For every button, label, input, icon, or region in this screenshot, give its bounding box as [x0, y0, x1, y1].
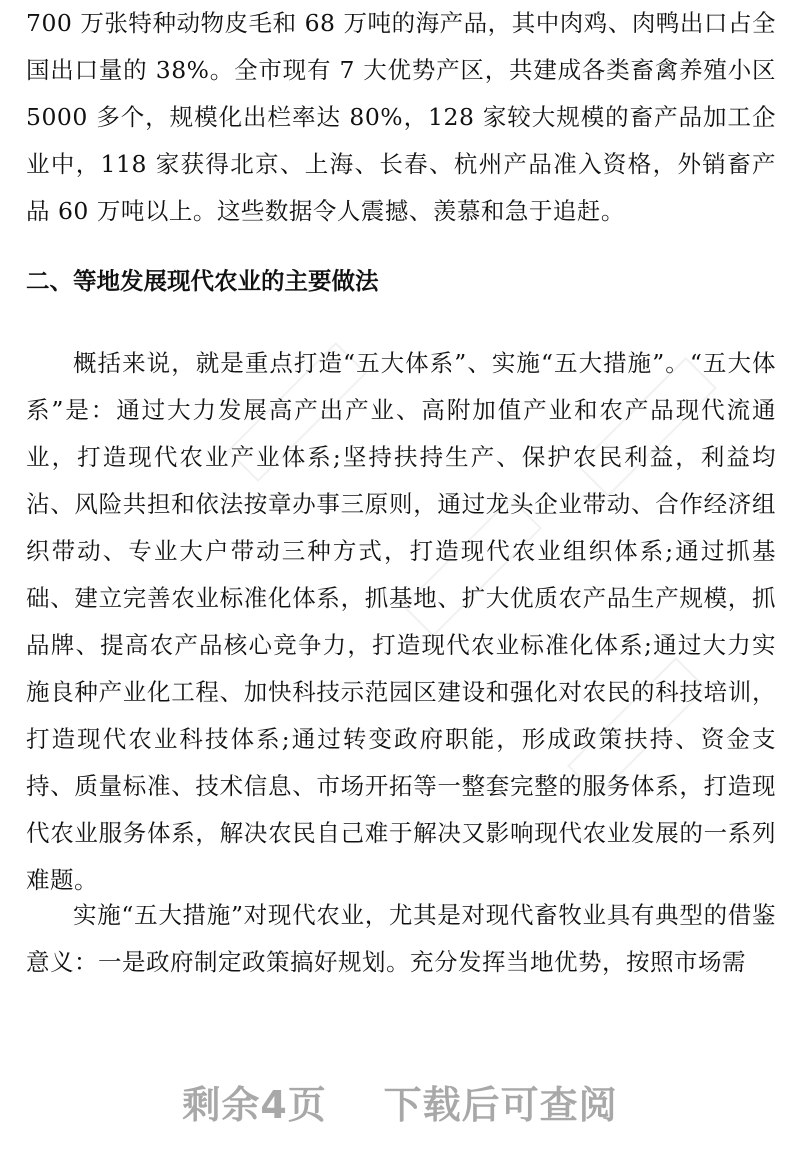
- body-paragraph: 700 万张特种动物皮毛和 68 万吨的海产品，其中肉鸡、肉鸭出口占全国出口量的 38%。全市现有 7 大优势产区，共建成各类畜禽养殖小区 5000 多个，规模化出栏率达 80%，128 家较大规模的畜产品加工企业中，118 家获得北京、上海、长春、杭州产品准入资格，外销畜产品 60 万吨以上。这些数据令人震撼、羡慕和急于追赶。: [26, 9, 776, 225]
- body-paragraph: 概括来说，就是重点打造“五大体系”、实施“五大措施”。“五大体系”是：通过大力发展高产出产业、高附加值产业和农产品现代流通业，打造现代农业产业体系;坚持扶持生产、保护农民利益，利益均沾、风险共担和依法按章办事三原则，通过龙头企业带动、合作经济组织带动、专业大户带动三种方式，打造现代农业组织体系;通过抓基础、建立完善农业标准化体系，抓基地、扩大优质农产品生产规模，抓品牌、提高农产品核心竞争力，打造现代农业标准化体系;通过大力实施良种产业化工程、加快科技示范园区建设和强化对农民的科技培训，打造现代农业科技体系;通过转变政府职能，形成政策扶持、资金支持、质量标准、技术信息、市场开拓等一整套完整的服务体系，打造现代农业服务体系，解决农民自己难于解决又影响现代农业发展的一系列难题。: [26, 349, 776, 894]
- body-paragraph: 实施“五大措施”对现代农业，尤其是对现代畜牧业具有典型的借鉴意义：一是政府制定政策搞好规划。充分发挥当地优势，按照市场需: [26, 901, 776, 976]
- download-remaining-pages-banner[interactable]: 剩余4页 下载后可查阅: [182, 1083, 618, 1127]
- section-heading: 二、等地发展现代农业的主要做法: [26, 267, 379, 295]
